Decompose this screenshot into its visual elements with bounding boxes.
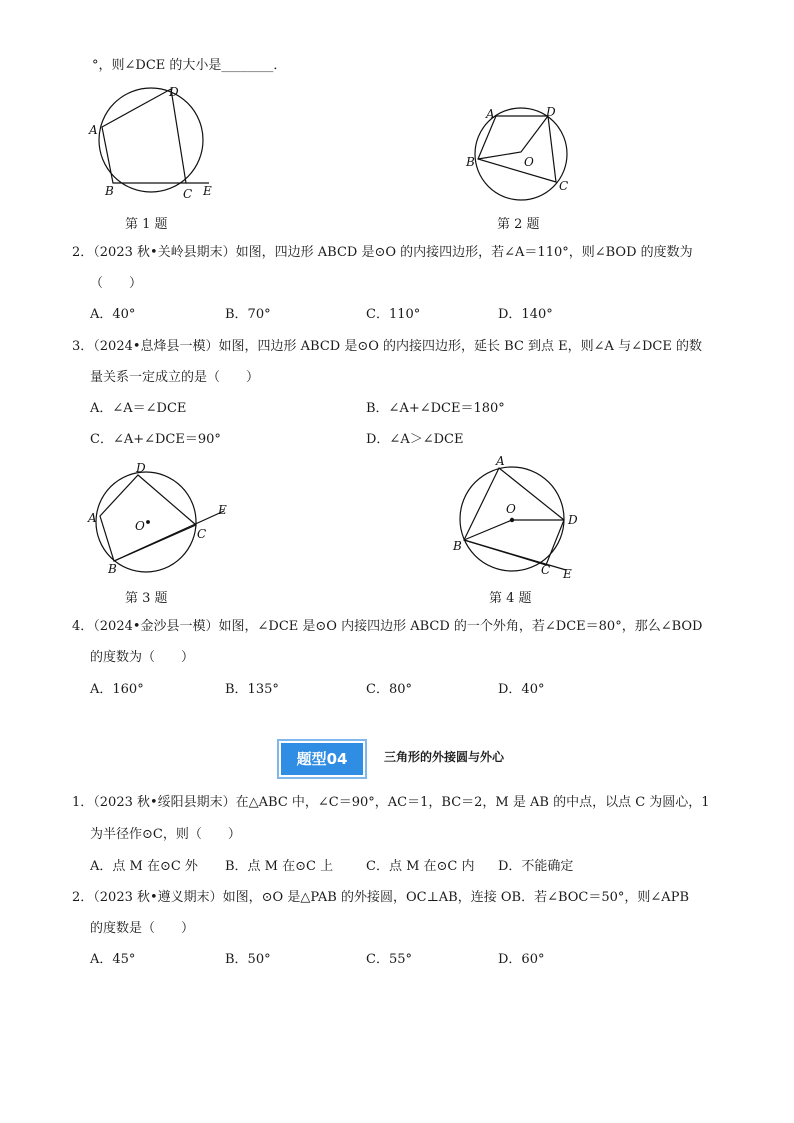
fig1-label-e: E (203, 184, 212, 198)
q3-stem-cont: 量关系一定成立的是（ ） (90, 370, 260, 385)
fig2-label-c: C (559, 179, 569, 193)
q4-option-c[interactable]: C．80° (366, 682, 412, 697)
q4-option-d[interactable]: D．40° (498, 682, 545, 697)
figure-1 (85, 82, 225, 204)
q2-option-a[interactable]: A．40° (90, 307, 136, 322)
s1-option-c[interactable]: C．点 M 在⊙C 内 (366, 859, 475, 874)
fig1-circle (99, 88, 203, 192)
q2-option-d[interactable]: D．140° (498, 307, 553, 322)
q2-option-b[interactable]: B．70° (225, 307, 271, 322)
s1-option-a[interactable]: A．点 M 在⊙C 外 (90, 859, 198, 874)
fig4-center-dot (510, 518, 513, 521)
fig4-label-d: D (568, 513, 578, 527)
fig1-label-b: B (105, 184, 114, 198)
s1-option-b[interactable]: B．点 M 在⊙C 上 (225, 859, 334, 874)
s2-option-a[interactable]: A．45° (90, 952, 136, 967)
figure-2 (462, 104, 582, 204)
section-badge: 题型04 (279, 741, 365, 777)
figure-4 (450, 454, 580, 582)
s2-option-c[interactable]: C．55° (366, 952, 412, 967)
q2-stem: 2．（2023 秋•关岭县期末）如图，四边形 ABCD 是⊙O 的内接四边形，若∠A＝110°，则∠BOD 的度数为 (72, 245, 693, 260)
q3-option-c[interactable]: C．∠A+∠DCE＝90° (90, 432, 221, 447)
q3-option-a[interactable]: A．∠A＝∠DCE (90, 401, 187, 416)
fig1-caption: 第 1 题 (125, 217, 168, 232)
s2-option-d[interactable]: D．60° (498, 952, 545, 967)
fig3-circle (96, 472, 196, 572)
fig1-label-a: A (89, 123, 98, 137)
s1-stem: 1．（2023 秋•绥阳县期末）在△ABC 中，∠C＝90°，AC＝1，BC＝2，M 是 AB 的中点，以点 C 为圆心，1 (72, 795, 710, 810)
fig4-label-c: C (541, 563, 551, 577)
fig2-caption: 第 2 题 (497, 217, 540, 232)
q4-option-b[interactable]: B．135° (225, 682, 279, 697)
q3-stem: 3．（2024•息烽县一模）如图，四边形 ABCD 是⊙O 的内接四边形，延长 BC 到点 E，则∠A 与∠DCE 的数 (72, 339, 702, 354)
fig2-label-b: B (466, 155, 475, 169)
fig3-label-d: D (136, 461, 146, 475)
s1-stem-cont: 为半径作⊙C，则（ ） (90, 827, 241, 842)
fig4-label-e: E (563, 567, 572, 581)
fig2-quadrilateral (478, 116, 556, 182)
s1-option-d[interactable]: D．不能确定 (498, 859, 574, 874)
q2-option-c[interactable]: C．110° (366, 307, 421, 322)
s2-option-b[interactable]: B．50° (225, 952, 271, 967)
fig2-label-o: O (524, 155, 534, 169)
prev-question-tail: °，则∠DCE 的大小是________． (92, 58, 287, 73)
section-title: 三角形的外接圆与外心 (384, 750, 505, 764)
fig3-label-a: A (88, 511, 97, 525)
q3-option-b[interactable]: B．∠A+∠DCE＝180° (366, 401, 505, 416)
fig4-label-a: A (496, 454, 505, 468)
q4-stem-cont: 的度数为（ ） (90, 650, 195, 665)
s2-stem: 2．（2023 秋•遵义期末）如图，⊙O 是△PAB 的外接圆，OC⊥AB，连接 OB．若∠BOC＝50°，则∠APB (72, 890, 689, 905)
fig3-quadrilateral (100, 475, 196, 561)
fig2-label-d: D (546, 105, 556, 119)
q4-option-a[interactable]: A．160° (90, 682, 144, 697)
figure-3 (86, 460, 236, 576)
fig4-label-o: O (506, 502, 516, 516)
q3-option-d[interactable]: D．∠A＞∠DCE (366, 432, 464, 447)
q2-stem-cont: （ ） (90, 276, 143, 291)
fig4-label-b: B (453, 539, 462, 553)
fig2-label-a: A (486, 107, 495, 121)
fig4-radii (464, 520, 564, 540)
fig1-label-c: C (183, 187, 193, 201)
fig4-extension (464, 540, 566, 570)
s2-stem-cont: 的度数是（ ） (90, 921, 195, 936)
section-banner (275, 737, 365, 777)
fig3-center-dot (147, 521, 150, 524)
fig3-extension (114, 511, 224, 561)
fig3-label-e: E (218, 503, 227, 517)
fig1-label-d: D (169, 85, 179, 99)
fig3-label-b: B (108, 562, 117, 576)
fig2-radii (478, 116, 548, 159)
fig4-caption: 第 4 题 (489, 591, 532, 606)
fig3-caption: 第 3 题 (125, 591, 168, 606)
fig3-label-c: C (197, 527, 207, 541)
fig3-label-o: O (135, 519, 145, 533)
q4-stem: 4．（2024•金沙县一模）如图，∠DCE 是⊙O 内接四边形 ABCD 的一个外角，若∠DCE＝80°，那么∠BOD (72, 619, 703, 634)
